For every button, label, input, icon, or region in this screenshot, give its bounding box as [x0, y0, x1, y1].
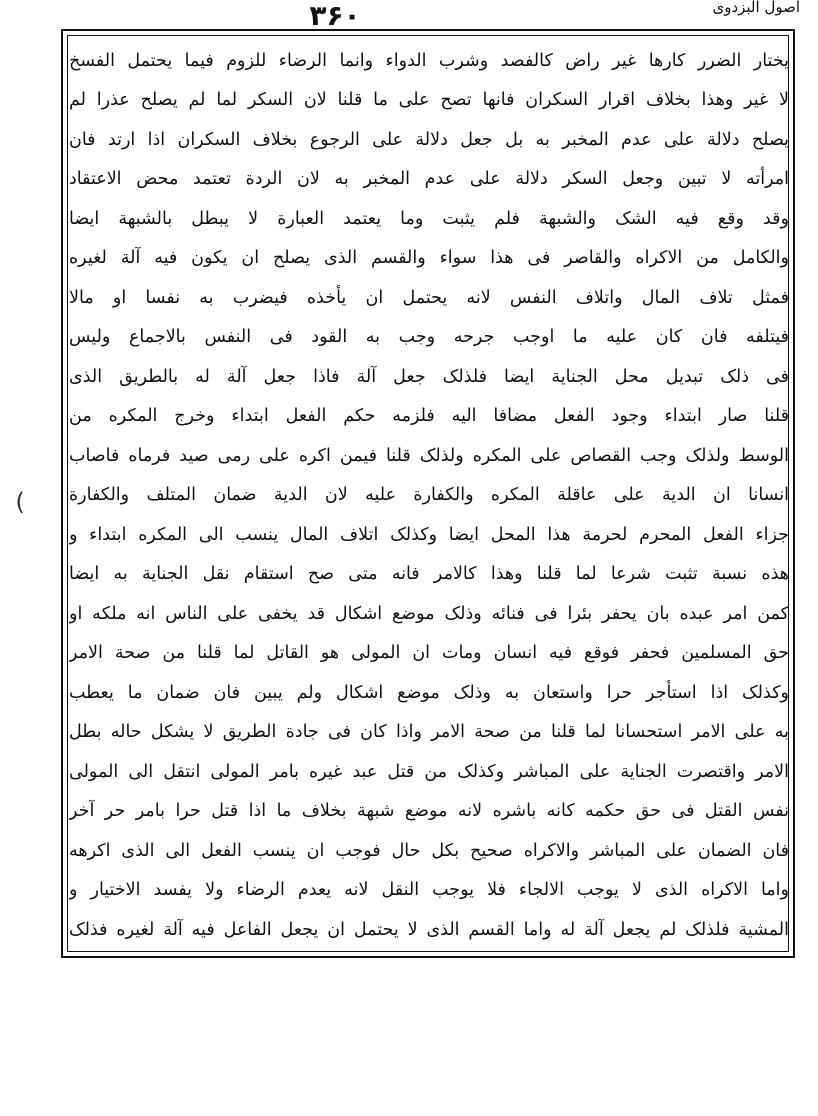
text-line: واما الاکراه الذی لا یوجب الالجاء فلا یوجب النقل لانه یعدم الرضاء ولا یفسد الاختیار و: [69, 880, 789, 900]
text-line: هذه نسبة تثبت شرعا لما قلنا وهذا کالامر فانه متی صح استقام نقل الجنایة به ایضا: [69, 564, 789, 584]
text-line: حق المسلمین فحفر فوقع فیه انسان ومات ان المولی هو القاتل لما قلنا من صحة الامر: [69, 643, 789, 663]
text-line: الوسط ولذلک وجب القصاص علی المکره ولذلک قلنا فیمن اکره علی رمی صید فرماه فاصاب: [69, 446, 789, 466]
text-line: المشیة فلذلک لم یجعل آلة له واما القسم الذی لا یحتمل ان یجعل الفاعل فیه آلة لغیره فذلک: [69, 920, 789, 940]
text-line: امرأته لا تبین وجعل السکر دلالة علی عدم المخبر به لان الردة تعتمد محض الاعتقاد: [69, 169, 789, 189]
text-line: فیتلفه فان کان علیه ما اوجب جرحه وجب به القود فی النفس بالاجماع ولیس: [69, 327, 789, 347]
text-line: وقد وقع فیه الشک والشبهة فلم یثبت وما یعتمد العبارة لا یبطل بالشبهة ایضا: [69, 209, 789, 229]
running-header-title: اصول البزدوی: [712, 0, 800, 16]
text-line: کمن امر عبده بان یحفر بئرا فی فنائه وذلک موضع اشکال قد یخفی علی الناس انه ملکه او: [69, 604, 789, 624]
text-line: وکذلک اذا استأجر حرا واستعان به وذلک موضع اشکال ولم یبین فان ضمان ما یعطب: [69, 683, 789, 703]
text-line: لا غیر وهذا بخلاف اقرار السکران فانها تصح علی ما قلنا لان السکر لما لم یصلح عذرا لم: [69, 90, 789, 110]
text-line: به علی الامر استحسانا لما قلنا من صحة الامر واذا کان فی جادة الطریق لا یشکل حاله بطل: [69, 722, 789, 742]
page-number: ۳۶۰: [309, 0, 361, 32]
text-line: قلنا صار ابتداء وجود الفعل مضافا الیه فلزمه حکم الفعل ابتداء وخرج المکره من: [69, 406, 789, 426]
text-line: فی ذلک تبدیل محل الجنایة ایضا فلذلک جعل آلة فاذا جعل آلة له بالطریق الذی: [69, 367, 789, 387]
text-line: الامر واقتصرت الجنایة علی المباشر وکذلک من قتل عبد غیره بامر المولی انتقل الی المولی: [69, 762, 789, 782]
text-line: نفس القتل فی حق حکمه کانه باشره لانه موضع شبهة بخلاف ما اذا قتل حرا بامر حر آخر: [69, 801, 789, 821]
text-line: جزاء الفعل المحرم لحرمة هذا المحل ایضا وکذلک اتلاف المال ینسب الی المکره ابتداء و: [69, 525, 789, 545]
text-line: یختار الضرر کارها غیر راض کالفصد وشرب الدواء وانما الرضاء للزوم فیما یحتمل الفسخ: [69, 51, 789, 71]
text-frame: [61, 29, 795, 958]
text-line: یصلح دلالة علی عدم المخبر به بل جعل دلالة علی الرجوع بخلاف السکران اذا ارتد فان: [69, 130, 789, 150]
text-line: والکامل من الاکراه والقاصر فی هذا سواء والقسم الذی یصلح ان یکون فیه آلة لغیره: [69, 248, 789, 268]
margin-mark: (: [15, 488, 25, 516]
text-line: فان الضمان علی المباشر والاکراه صحیح بکل حال فوجب ان ینسب الفعل الی الذی اکرهه: [69, 841, 789, 861]
text-line: انسانا ان الدیة علی عاقلة المکره والکفارة علیه لان الدیة ضمان المتلف والکفارة: [69, 485, 789, 505]
text-line: فمثل تلاف المال واتلاف النفس لانه یحتمل ان یأخذه فیضرب به نفسا او مالا: [69, 288, 789, 308]
